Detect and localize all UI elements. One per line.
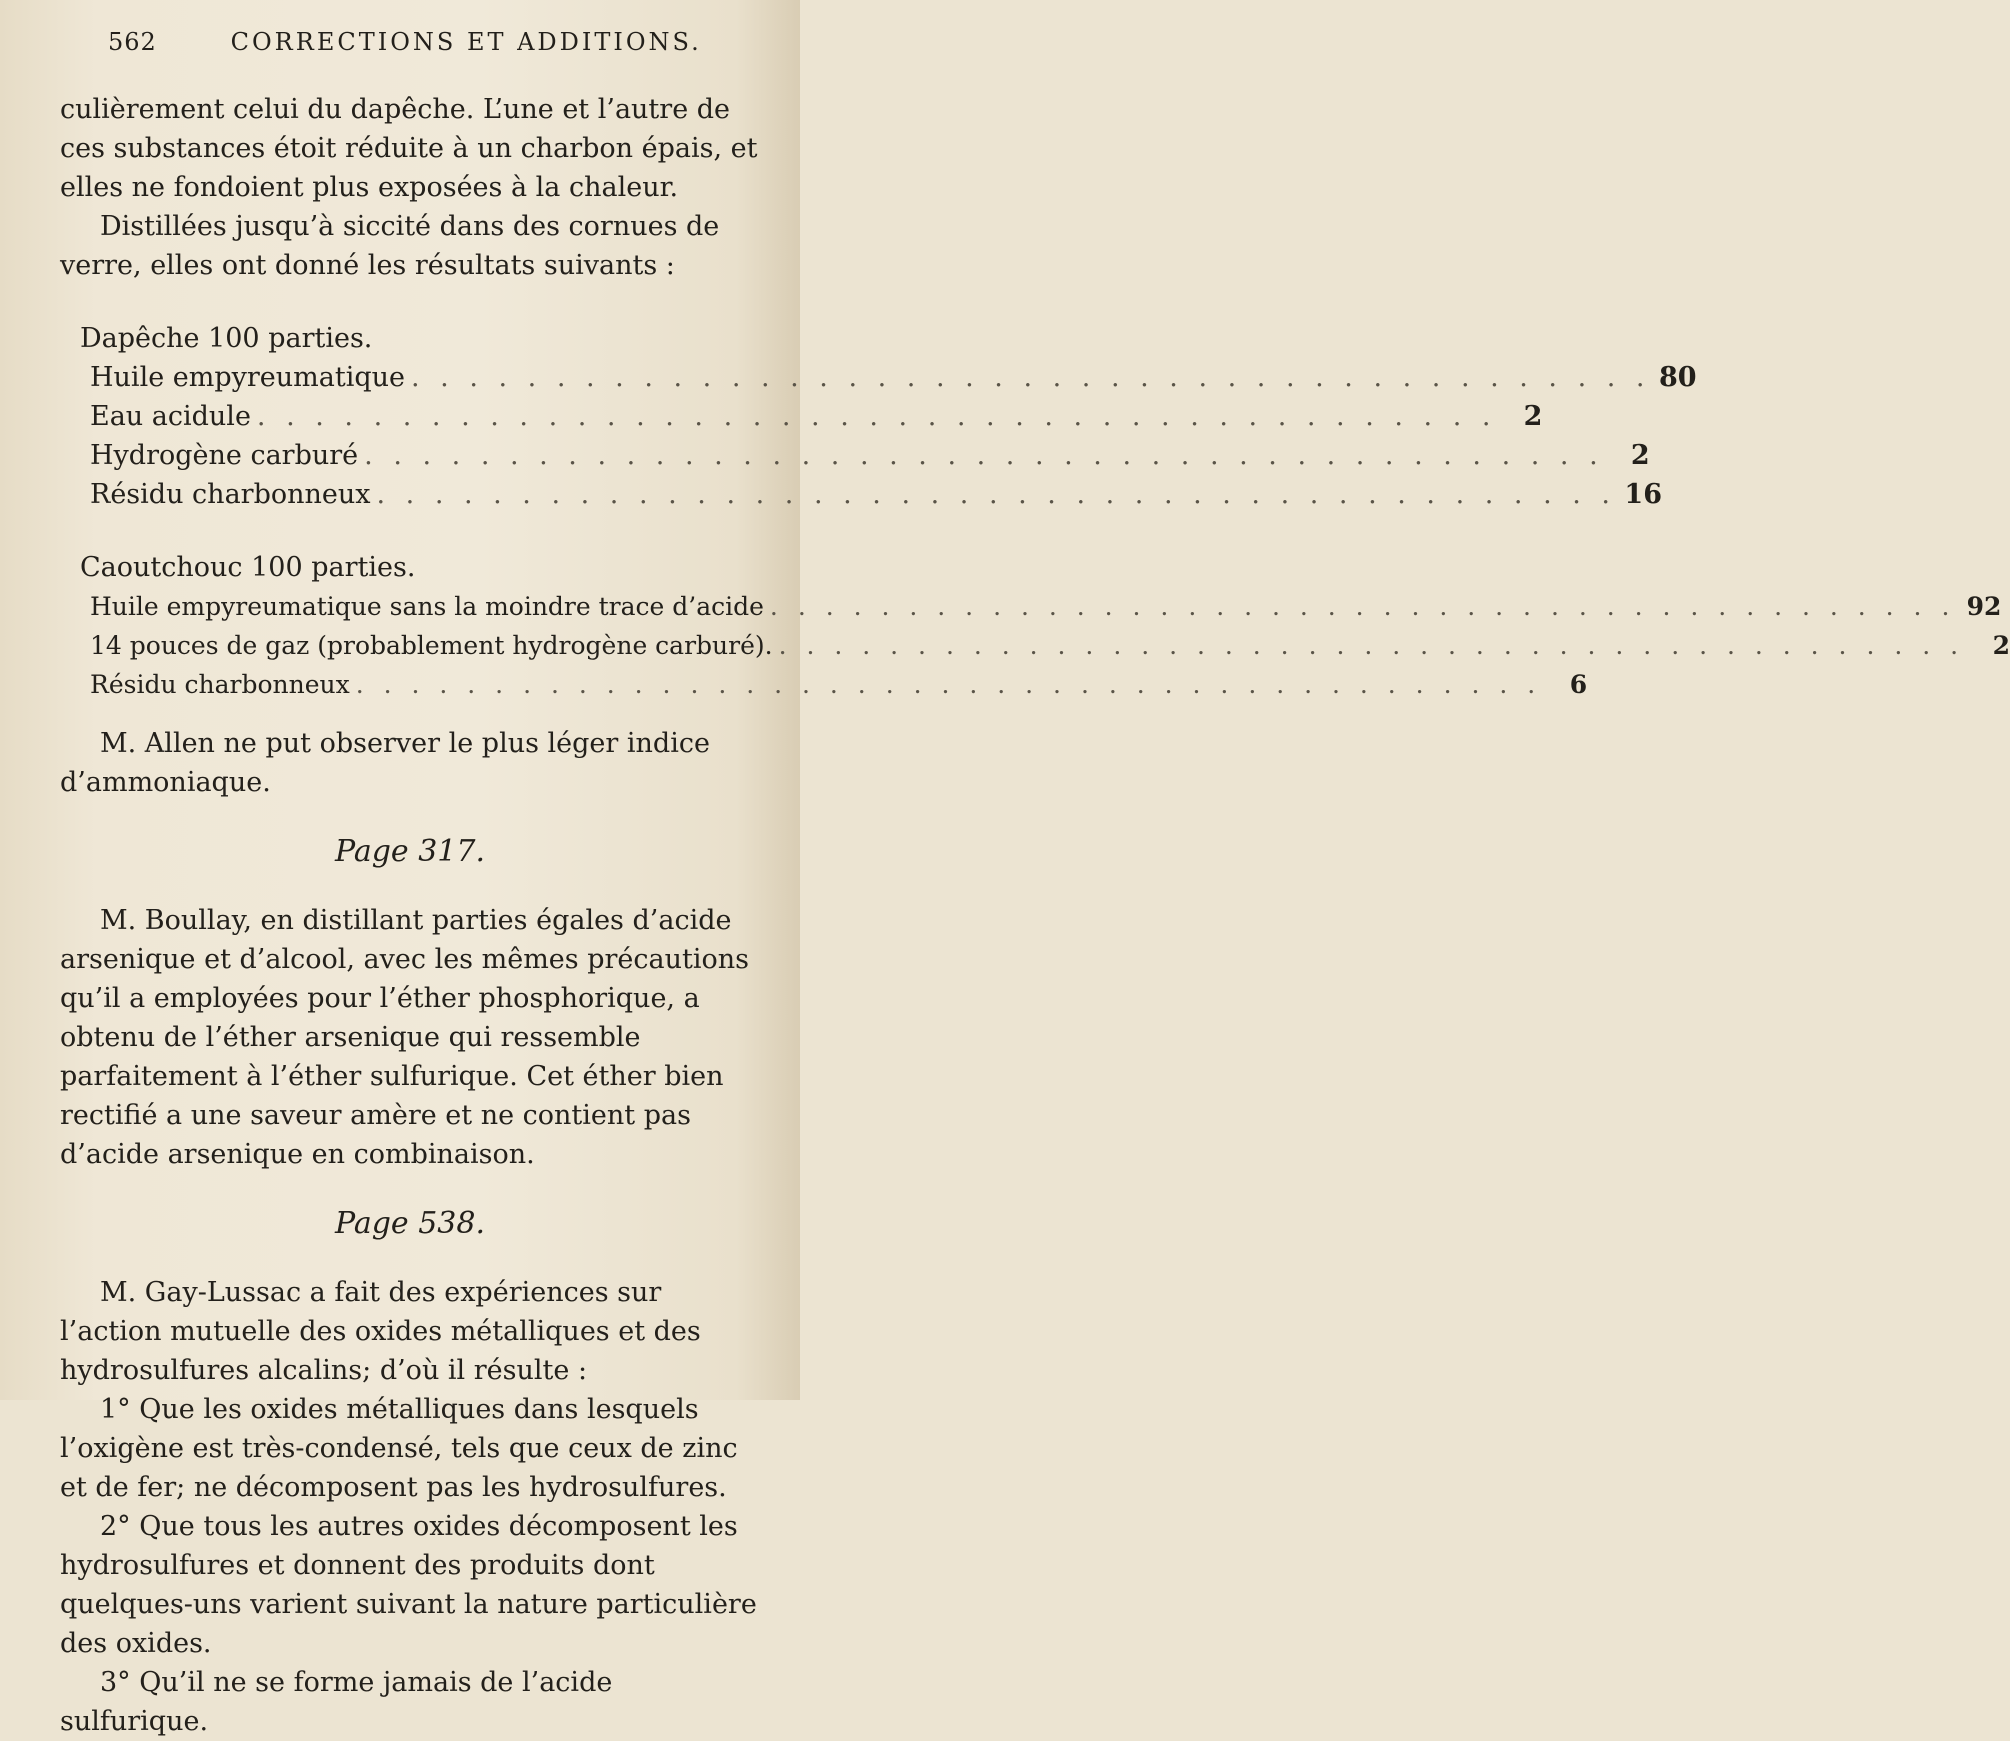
page-ref-317: Page 317. xyxy=(334,834,485,869)
intro-paragraph-1: culièrement celui du dapêche. L’une et l’autre de ces substances étoit réduite à un charbon épais, et elles ne fondoient plus exposées à la chaleur. xyxy=(60,94,758,203)
page-number: 562 xyxy=(108,28,157,56)
table-row: Huile empyreumatique . . . 80 xyxy=(90,358,760,397)
page-ref-538: Page 538. xyxy=(334,1206,485,1241)
list-item: 3° Qu’il ne se forme jamais de l’acide sulfurique. xyxy=(60,1667,613,1737)
intro-paragraph-2: Distillées jusqu’à siccité dans des cornues de verre, elles ont donné les résultats suivants : xyxy=(60,211,720,281)
page-body xyxy=(60,90,2010,1741)
list-item: 1° Que les oxides métalliques dans lesquels l’oxigène est très-condensé, tels que ceux de zinc et de fer; ne décomposent pas les hydrosulfures. xyxy=(60,1394,738,1503)
gay-lussac-paragraph: M. Gay-Lussac a fait des expériences sur l’action mutuelle des oxides métalliques et des hydrosulfures alcalins; d’où il résulte : xyxy=(60,1277,701,1386)
table-row: Eau acidule . . . 2 xyxy=(90,397,760,436)
table-row: Résidu charbonneux . . . 16 xyxy=(90,475,760,514)
table-row: Hydrogène carburé . . . 2 xyxy=(90,436,760,475)
table-row: Résidu charbonneux . . . 6 xyxy=(90,665,760,704)
table-row: Huile empyreumatique sans la moindre trace d’acide . . . 92 xyxy=(90,587,760,626)
table-dapeche-heading: Dapêche 100 parties. xyxy=(80,323,373,354)
table-row: 14 pouces de gaz (probablement hydrogène carburé). . . . 2 xyxy=(90,626,760,665)
list-item: 2° Que tous les autres oxides décomposent les hydrosulfures et donnent des produits dont quelques-uns varient suivant la nature particulière des oxides. xyxy=(60,1511,757,1659)
table-caoutchouc-heading: Caoutchouc 100 parties. xyxy=(80,552,416,583)
table-caoutchouc xyxy=(60,548,2010,704)
allen-paragraph: M. Allen ne put observer le plus léger indice d’ammoniaque. xyxy=(60,728,710,798)
running-title: CORRECTIONS ET ADDITIONS. xyxy=(230,28,702,56)
table-dapeche xyxy=(60,319,1697,514)
running-header xyxy=(108,28,708,56)
boullay-paragraph: M. Boullay, en distillant parties égales d’acide arsenique et d’alcool, avec les mêmes précautions qu’il a employées pour l’éther phosphorique, a obtenu de l’éther arsenique qui ressemble parfaitement à l’éther sulfurique. Cet éther bien rectifié a une saveur amère et ne contient pas d’acide arsenique en combinaison. xyxy=(60,905,749,1170)
